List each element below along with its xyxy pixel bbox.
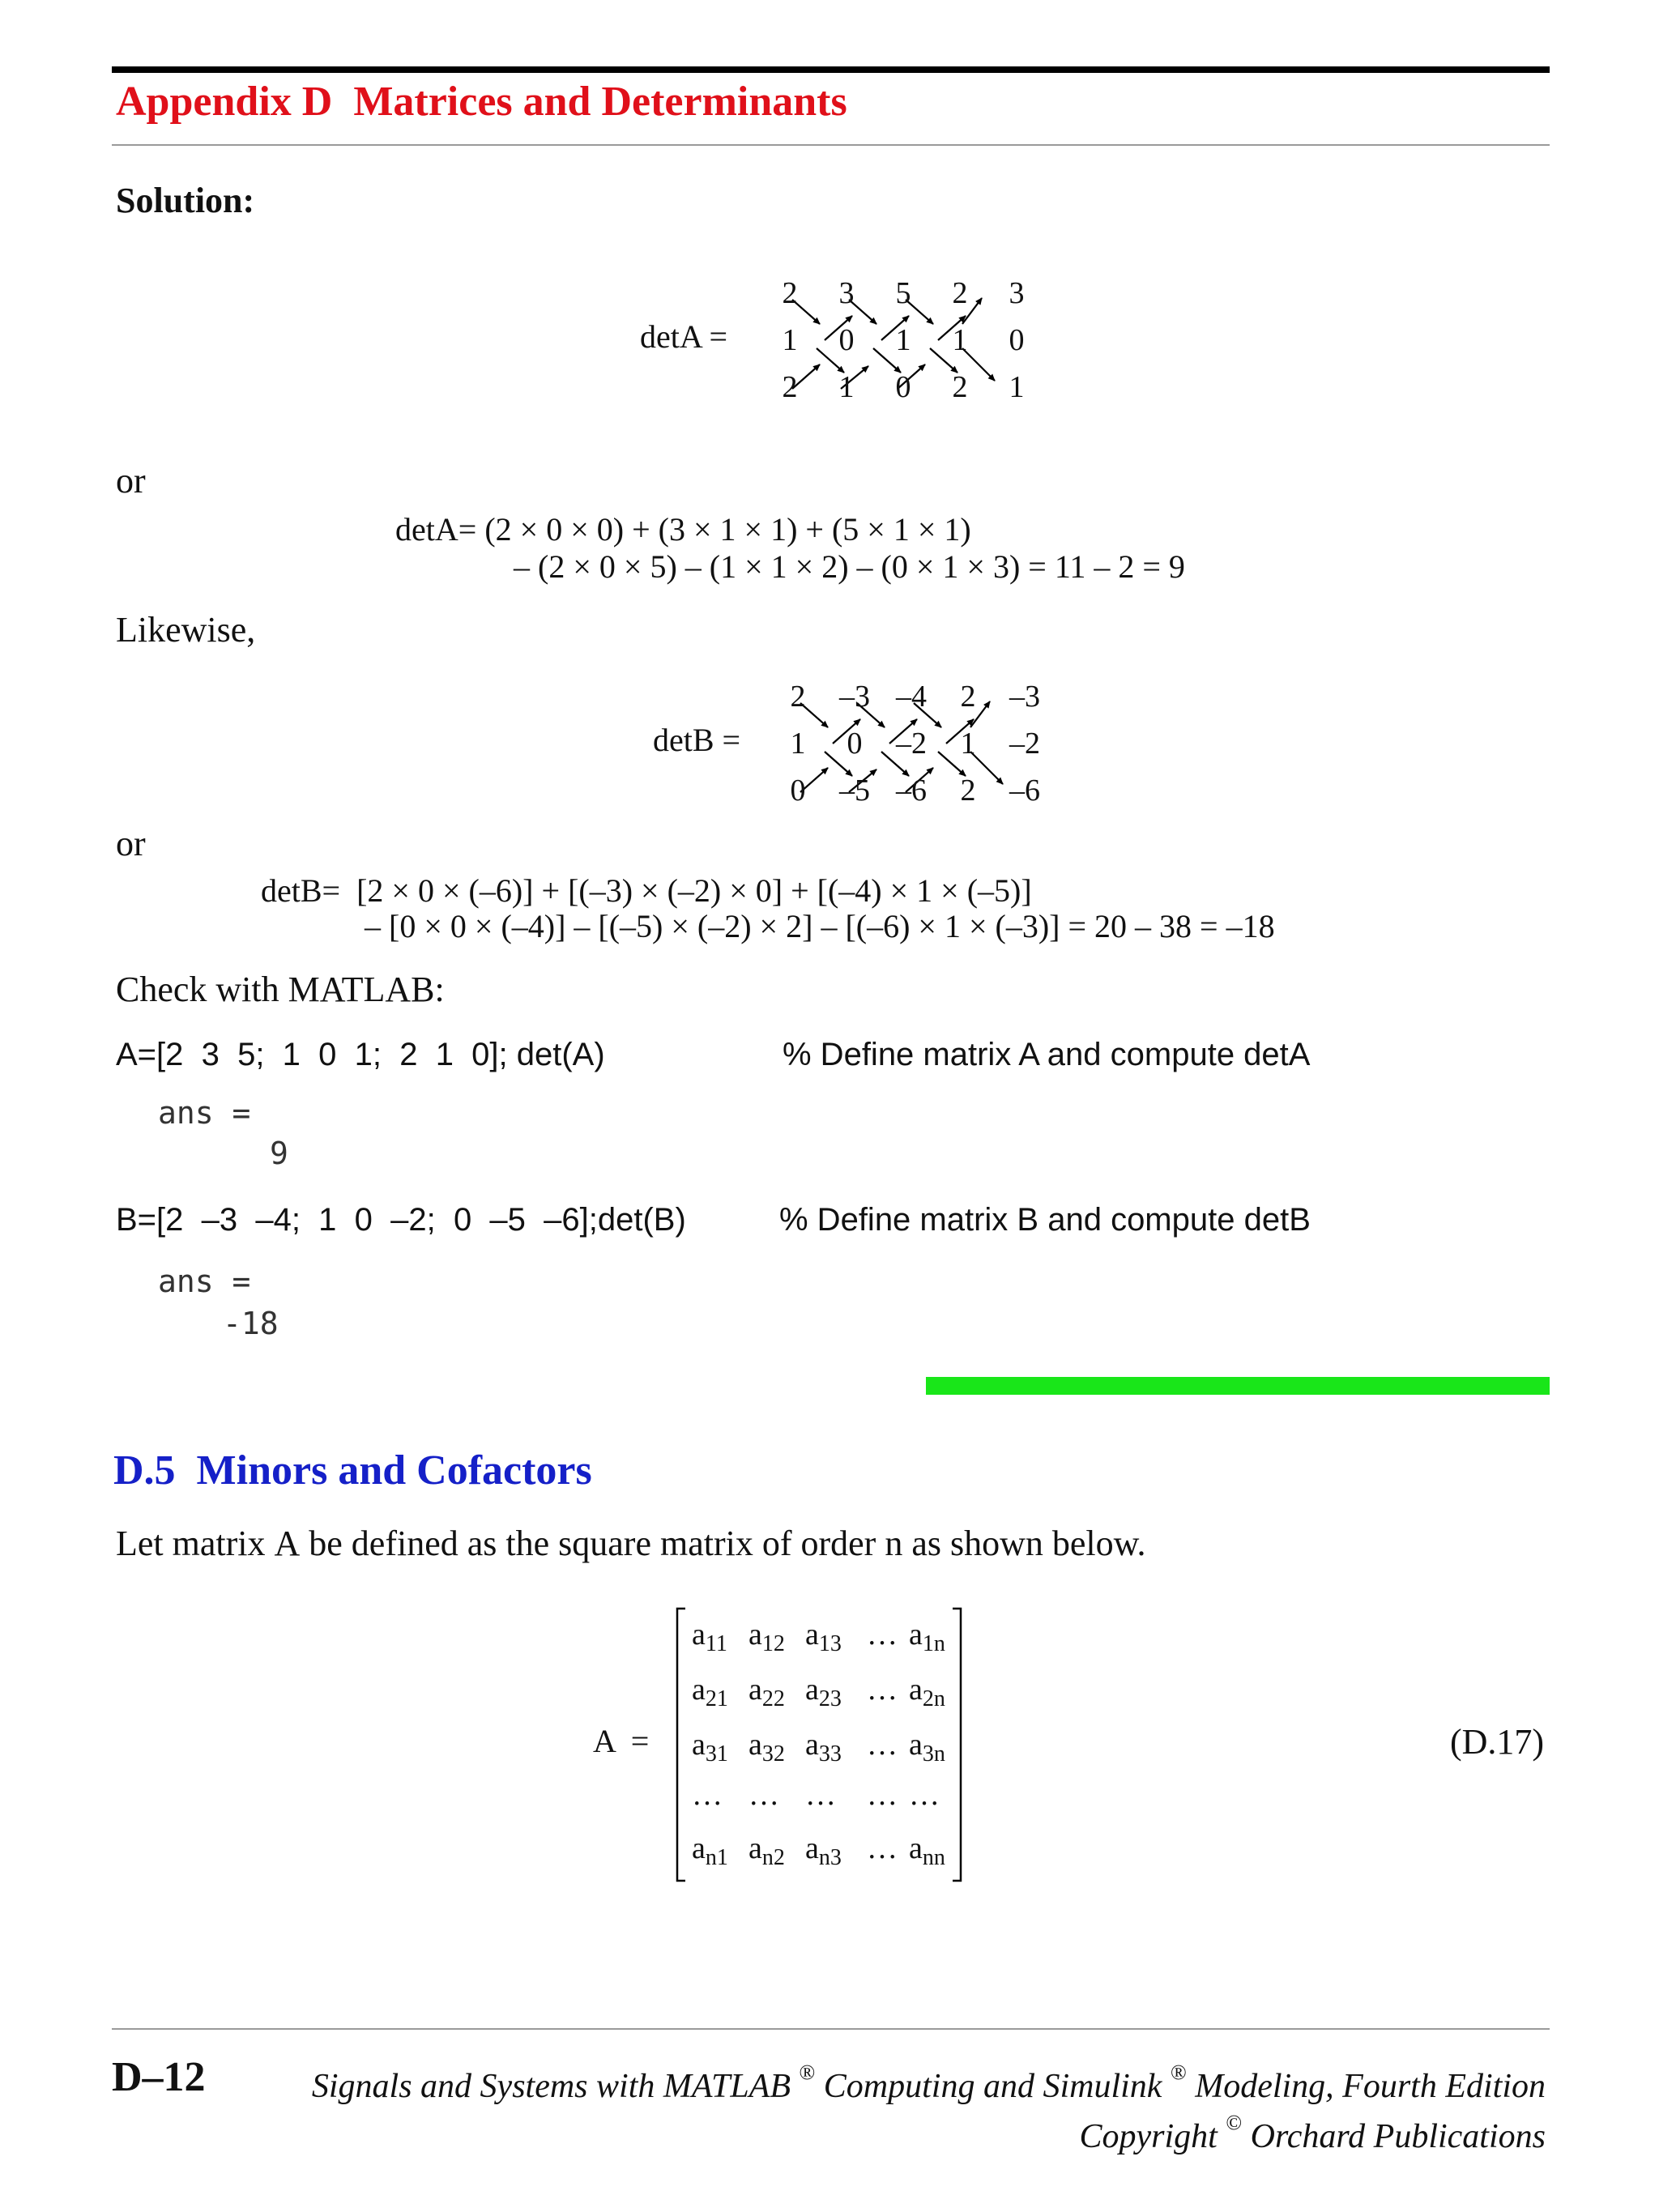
matrix-entry-base: … [909,1778,940,1812]
matrix-entry-base: a [748,1617,762,1652]
footer-book-title: Signals and Systems with MATLAB ® Computing and Simulink ® Modeling, Fourth Edition [311,2061,1546,2105]
matrix-entry [692,1727,728,1767]
detB-diagram [778,679,1040,816]
detA-entry: 0 [1009,323,1025,357]
matrix-entry [805,1617,842,1657]
matrix-entry-base: a [805,1831,819,1865]
matrix-entry-base: a [805,1728,819,1762]
footer-divider [112,2028,1550,2030]
header-divider [112,144,1550,146]
detB-entry: –2 [896,727,927,761]
detA-label: detA = [640,318,728,355]
matrix-entry-base: a [692,1831,706,1865]
detA-expansion-line1: detA= (2 × 0 × 0) + (3 × 1 × 1) + (5 × 1 × 1) [395,511,971,548]
matrix-entry [867,1672,898,1707]
matrix-entry-base: … [805,1778,836,1812]
matrix-entry-base: a [692,1673,706,1707]
matrix-entry [692,1831,728,1871]
matrix-entry-base: a [909,1673,923,1707]
detA-expansion-line2: – (2 × 0 × 5) – (1 × 1 × 2) – (0 × 1 × 3) = 11 – 2 = 9 [514,548,1185,585]
matrix-entry [805,1777,836,1813]
matrix-entry-subscript: 31 [705,1741,728,1767]
likewise-text: Likewise, [116,610,256,650]
matrix-entry [805,1831,842,1871]
matrix-entry-base: a [748,1831,762,1865]
detB-entry: –2 [1009,727,1040,761]
matrix-entry-subscript: 23 [818,1686,842,1711]
detA-entry: 1 [1009,370,1025,404]
detA-entry: 2 [782,276,798,310]
footer-copyright: Copyright © Orchard Publications [1079,2111,1546,2155]
detA-entry: 1 [782,323,798,357]
matrix-entry-subscript: 32 [761,1741,785,1767]
matrix-A [674,1607,966,1882]
matrix-entry-base: … [867,1778,898,1812]
matrix-entry-subscript: 2n [922,1686,945,1711]
matlab-ans-value-a: 9 [270,1136,288,1171]
matrix-entry-base: … [692,1778,723,1812]
matrix-entry-subscript: 11 [705,1631,727,1656]
detA-entry: 1 [952,323,968,357]
matrix-entry [692,1617,727,1657]
matrix-entry-base: … [867,1831,898,1865]
matlab-code-b: B=[2 –3 –4; 1 0 –2; 0 –5 –6];det(B) [116,1202,686,1238]
detB-entry: –3 [1009,680,1040,714]
appendix-title: Appendix D Matrices and Determinants [116,79,847,125]
matrix-entry [805,1727,842,1767]
matrix-entry-subscript: 21 [705,1686,728,1711]
detA-entry: 2 [782,370,798,404]
detB-entry: –6 [1009,774,1040,808]
matrix-entry-subscript: 13 [818,1631,842,1656]
matlab-ans-label-a: ans = [158,1095,251,1131]
matrix-entry-base: a [748,1673,762,1707]
detA-entry: 0 [895,370,911,404]
detB-entry: –4 [896,680,927,714]
matrix-entry-subscript: 3n [922,1741,945,1767]
detB-entry: 2 [790,680,806,714]
detA-entry: 3 [838,276,855,310]
matrix-entry-subscript: n1 [705,1845,728,1870]
matrix-entry [692,1777,723,1813]
matrix-entry [748,1617,785,1657]
matlab-ans-label-b: ans = [158,1264,251,1299]
matrix-entry-subscript: n2 [761,1845,785,1870]
matrix-entry-subscript: n3 [818,1845,842,1870]
matlab-comment-a: % Define matrix A and compute detA [783,1037,1311,1072]
detB-entry: 2 [960,680,976,714]
detA-diagram [770,275,1029,413]
equation-number: (D.17) [1450,1722,1545,1762]
section-intro: Let matrix A be defined as the square matrix of order n as shown below. [116,1524,1146,1563]
matrix-entry [867,1727,898,1762]
detA-entry: 3 [1009,276,1025,310]
matrix-entry [909,1727,945,1767]
detB-entry: 0 [790,774,806,808]
matrix-entry [805,1672,842,1712]
detB-entry: 0 [847,727,863,761]
detB-entry: 2 [960,774,976,808]
matrix-entry [909,1617,945,1657]
header-rule [112,66,1550,73]
matlab-ans-value-b: -18 [223,1306,279,1341]
detB-entry: –5 [839,774,870,808]
matrix-entry-base: … [867,1673,898,1707]
matrix-entry [909,1672,945,1712]
matrix-entry-base: a [909,1831,923,1865]
detA-entry: 2 [952,370,968,404]
detA-entry: 2 [952,276,968,310]
matrix-entry-base: a [748,1728,762,1762]
matrix-entry-subscript: 22 [761,1686,785,1711]
matrix-entry [748,1777,779,1813]
matlab-code-a: A=[2 3 5; 1 0 1; 2 1 0]; det(A) [116,1037,605,1072]
detB-entry: 1 [790,727,806,761]
detB-label: detB = [653,722,741,758]
matrix-entry-subscript: 33 [818,1741,842,1767]
page-number: D–12 [112,2054,206,2100]
matrix-entry-base: … [867,1728,898,1762]
detB-entry: 1 [960,727,976,761]
matrix-entry-base: a [805,1617,819,1652]
detB-expansion-line2: – [0 × 0 × (–4)] – [(–5) × (–2) × 2] – [(–6) × 1 × (–3)] = 20 – 38 = –18 [365,908,1275,944]
or-text-2: or [116,824,146,863]
detB-entry: –6 [896,774,927,808]
matrix-entry-subscript: 12 [761,1631,785,1656]
detA-entry: 1 [838,370,855,404]
matrix-entry-base: a [805,1673,819,1707]
detA-entry: 0 [838,323,855,357]
matrix-entry [909,1777,940,1813]
or-text-1: or [116,461,146,501]
matrix-entry-subscript: 1n [922,1631,945,1656]
check-matlab-text: Check with MATLAB: [116,970,445,1009]
end-of-example-bar [926,1377,1550,1395]
detB-entry: –3 [839,680,870,714]
matrix-entry [867,1831,898,1866]
matrix-A-label: A = [593,1723,650,1759]
matrix-entry [692,1672,728,1712]
solution-label: Solution: [116,181,255,220]
detB-expansion-line1: detB= [2 × 0 × (–6)] + [(–3) × (–2) × 0] + [(–4) × 1 × (–5)] [261,872,1032,909]
matrix-entry [748,1672,785,1712]
matrix-entry [748,1727,785,1767]
matrix-entry-base: a [692,1728,706,1762]
matrix-entry-base: … [748,1778,779,1812]
matrix-entry-base: a [909,1617,923,1652]
matrix-entry [867,1777,898,1813]
section-title: D.5 Minors and Cofactors [113,1447,592,1494]
matrix-entry [748,1831,785,1871]
matrix-entry-subscript: nn [922,1845,945,1870]
detA-entry: 1 [895,323,911,357]
matrix-entry [867,1617,898,1652]
matrix-entry-base: a [909,1728,923,1762]
matrix-entry-base: a [692,1617,706,1652]
detA-entry: 5 [895,276,911,310]
matlab-comment-b: % Define matrix B and compute detB [779,1202,1311,1238]
matrix-entry-base: … [867,1617,898,1652]
matrix-entry [909,1831,945,1871]
